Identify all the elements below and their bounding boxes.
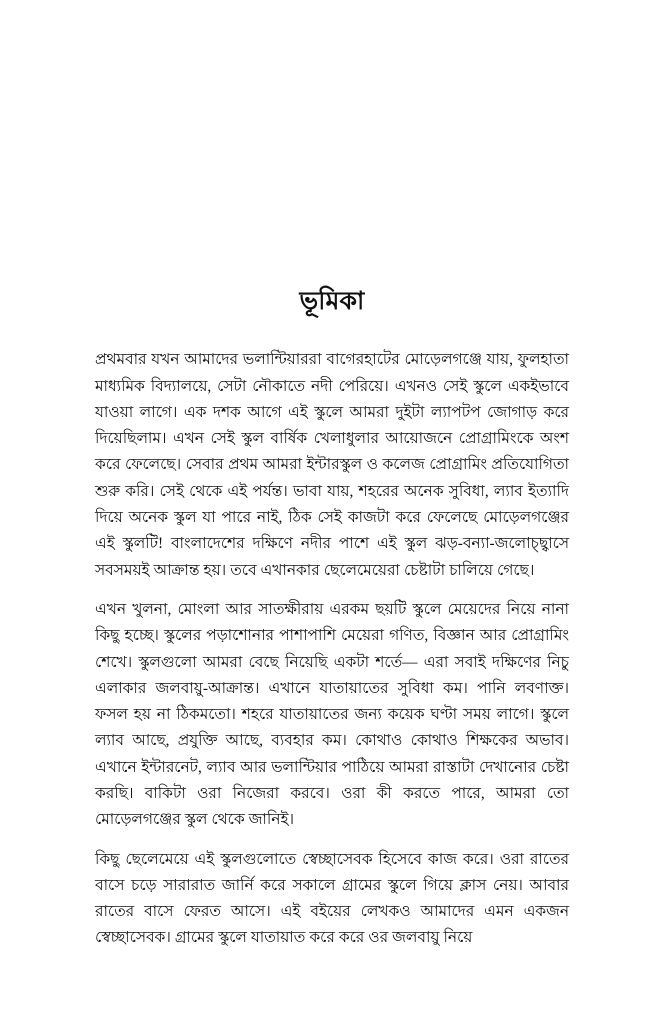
paragraph-3: কিছু ছেলেমেয়ে এই স্কুলগুলোতে স্বেচ্ছাসেবক হিসেবে কাজ করে। ওরা রাতের বাসে চড়ে সারারাত জার্নি করে সকালে গ্রামের স্কুলে গিয়ে ক্লাস নেয়। আবার রাতের বাসে ফেরত আসে। এই বইয়ের লেখকও আমাদের এমন একজন স্বেচ্ছাসেবক। গ্রামের স্কুলে যাতায়াত করে করে ওর জলবায়ু নিয়ে — [95, 850, 569, 947]
paragraph-2: এখন খুলনা, মোংলা আর সাতক্ষীরায় এরকম ছয়টি স্কুলে মেয়েদের নিয়ে নানা কিছু হচ্ছে। স্কুলের পড়াশোনার পাশাপাশি মেয়েরা গণিত, বিজ্ঞান আর প্রোগ্রামিং শেখে। স্কুলগুলো আমরা বেছে নিয়েছি একটা শর্তে— এরা সবাই দক্ষিণের নিচু এলাকার জলবায়ু-আক্রান্ত। এখানে যাতায়াতের সুবিধা কম। পানি লবণাক্ত। ফসল হয় না ঠিকমতো। শহরে যাতায়াতের জন্য কয়েক ঘণ্টা সময় লাগে। স্কুলে ল্যাব আছে, প্রযুক্তি আছে, ব্যবহার কম। কোথাও কোথাও শিক্ষকের অভাব। এখানে ইন্টারনেট, ল্যাব আর ভলান্টিয়ার পাঠিয়ে আমরা রাস্তাটা দেখানোর চেষ্টা করছি। বাকিটা ওরা নিজেরা করবে। ওরা কী করতে পারে, আমরা তো মোড়েলগঞ্জের স্কুল থেকে জানিই। — [95, 600, 569, 829]
chapter-title: ভূমিকা — [299, 288, 365, 315]
page-content — [95, 286, 569, 952]
paragraph-1: প্রথমবার যখন আমাদের ভলান্টিয়াররা বাগেরহাটের মোড়েলগঞ্জে যায়, ফুলহাতা মাধ্যমিক বিদ্যালয়ে, সেটা নৌকাতে নদী পেরিয়ে। এখনও সেই স্কুলে একইভাবে যাওয়া লাগে। এক দশক আগে এই স্কুলে আমরা দুইটা ল্যাপটপ জোগাড় করে দিয়েছিলাম। এখন সেই স্কুল বার্ষিক খেলাধুলার আয়োজনে প্রোগ্রামিংকে অংশ করে ফেলেছে। সেবার প্রথম আমরা ইন্টারস্কুল ও কলেজ প্রোগ্রামিং প্রতিযোগিতা শুরু করি। সেই থেকে এই পর্যন্ত। ভাবা যায়, শহরের অনেক সুবিধা, ল্যাব ইত্যাদি দিয়ে অনেক স্কুল যা পারে নাই, ঠিক সেই কাজটা করে ফেলেছে মোড়েলগঞ্জের এই স্কুলটি! বাংলাদেশের দক্ষিণে নদীর পাশে এই স্কুল ঝড়-বন্যা-জলোচ্ছ্বাসে সবসময়ই আক্রান্ত হয়। তবে এখানকার ছেলেমেয়েরা চেষ্টাটা চালিয়ে গেছে। — [95, 351, 569, 579]
body-text — [95, 347, 569, 952]
